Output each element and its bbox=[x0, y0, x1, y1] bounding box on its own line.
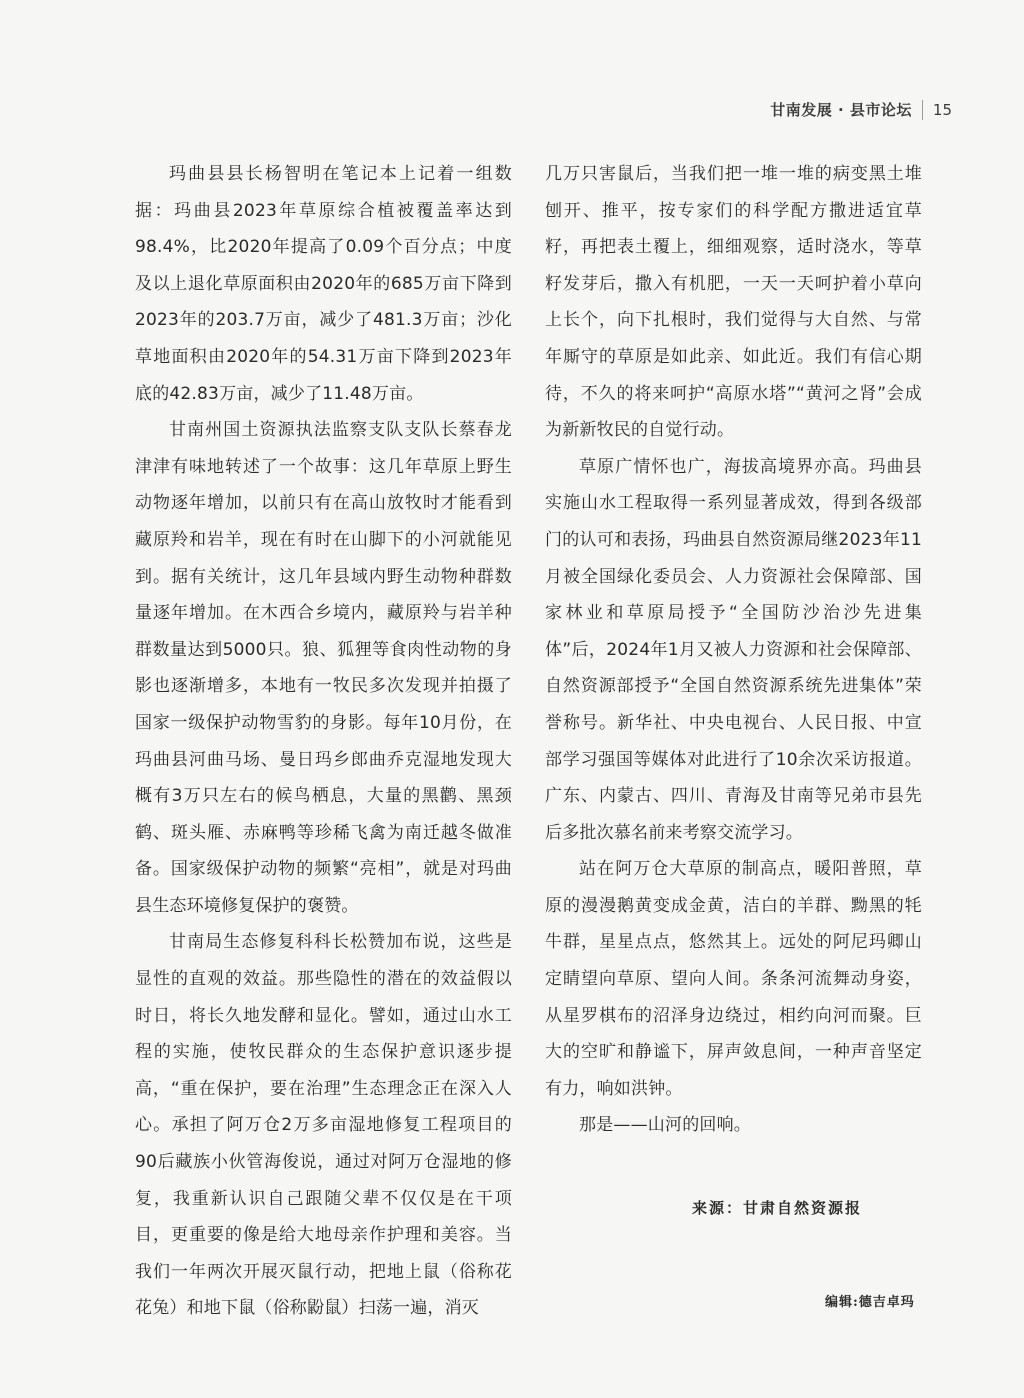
source-credit: 来源：甘肃自然资源报 bbox=[692, 1199, 863, 1217]
paragraph-continuation: 几万只害鼠后，当我们把一堆一堆的病变黑土堆刨开、推平，按专家们的科学配方撒进适宜草籽，再把表土覆上，细细观察，适时浇水，等草籽发芽后，撒入有机肥，一天一天呵护着小草向上长个，向下扎根时，我们觉得与大自然、与常年厮守的草原是如此亲、如此近。我们有信心期待，不久的将来呵护“高原水塔”“黄河之肾”会成为新新牧民的自觉行动。 bbox=[545, 164, 922, 441]
paragraph: 草原广情怀也广，海拔高境界亦高。玛曲县实施山水工程取得一系列显著成效，得到各级部门的认可和表扬，玛曲县自然资源局继2023年11月被全国绿化委员会、人力资源社会保障部、国家林业和草原局授予“全国防沙治沙先进集体”后，2024年1月又被人力资源和社会保障部、自然资源部授予“全国自然资源系统先进集体”荣誉称号。新华社、中央电视台、人民日报、中宣部学习强国等媒体对此进行了10余次采访报道。广东、内蒙古、四川、青海及甘南等兄弟市县先后多批次慕名前来考察交流学习。 bbox=[545, 456, 922, 843]
header-divider bbox=[922, 100, 923, 120]
page-number: 15 bbox=[932, 100, 952, 119]
paragraph: 甘南局生态修复科科长松赞加布说，这些是显性的直观的效益。那些隐性的潜在的效益假以时日，将长久地发酵和显化。譬如，通过山水工程的实施，使牧民群众的生态保护意识逐步提高，“重在保护，要在治理”生态理念正在深入人心。承担了阿万仓2万多亩湿地修复工程项目的90后藏族小伙管海俊说，通过对阿万仓湿地的修复，我重新认识自己跟随父辈不仅仅是在干项目，更重要的像是给大地母亲作护理和美容。当我们一年两次开展灭鼠行动，把地上鼠（俗称花花兔）和地下鼠（俗称鼢鼠）扫荡一遍，消灭 bbox=[135, 932, 512, 1319]
section-title: 甘南发展 · 县市论坛 bbox=[770, 101, 912, 119]
paragraph: 那是——山河的回响。 bbox=[579, 1115, 751, 1136]
paragraph: 站在阿万仓大草原的制高点，暖阳普照，草原的漫漫鹅黄变成金黄，洁白的羊群、黝黑的牦牛群，星星点点，悠然其上。远处的阿尼玛卿山定睛望向草原、望向人间。条条河流舞动身姿，从星罗棋布的沼泽身边绕过，相约向河而聚。巨大的空旷和静谧下，屏声敛息间，一种声音坚定有力，响如洪钟。 bbox=[545, 859, 922, 1099]
paragraph: 甘南州国土资源执法监察支队支队长蔡春龙津津有味地转述了一个故事：这几年草原上野生动物逐年增加，以前只有在高山放牧时才能看到藏原羚和岩羊，现在有时在山脚下的小河就能见到。据有关统计，这几年县域内野生动物种群数量逐年增加。在木西合乡境内，藏原羚与岩羊种群数量达到5000只。狼、狐狸等食肉性动物的身影也逐渐增多，本地有一牧民多次发现并拍摄了国家一级保护动物雪豹的身影。每年10月份，在玛曲县河曲马场、曼日玛乡郎曲乔克湿地发现大概有3万只左右的候鸟栖息，大量的黑鹳、黑颈鹤、斑头雁、赤麻鸭等珍稀飞禽为南迁越冬做准备。国家级保护动物的频繁“亮相”，就是对玛曲县生态环境修复保护的褒赞。 bbox=[135, 420, 512, 916]
right-column bbox=[545, 156, 922, 1144]
running-header bbox=[770, 99, 952, 120]
left-column bbox=[135, 156, 512, 1327]
paragraph: 玛曲县县长杨智明在笔记本上记着一组数据：玛曲县2023年草原综合植被覆盖率达到98.4%，比2020年提高了0.09个百分点；中度及以上退化草原面积由2020年的685万亩下降到2023年的203.7万亩，减少了481.3万亩；沙化草地面积由2020年的54.31万亩下降到2023年底的42.83万亩，减少了11.48万亩。 bbox=[135, 164, 512, 404]
editor-credit: 编辑:德吉卓玛 bbox=[825, 1295, 915, 1310]
